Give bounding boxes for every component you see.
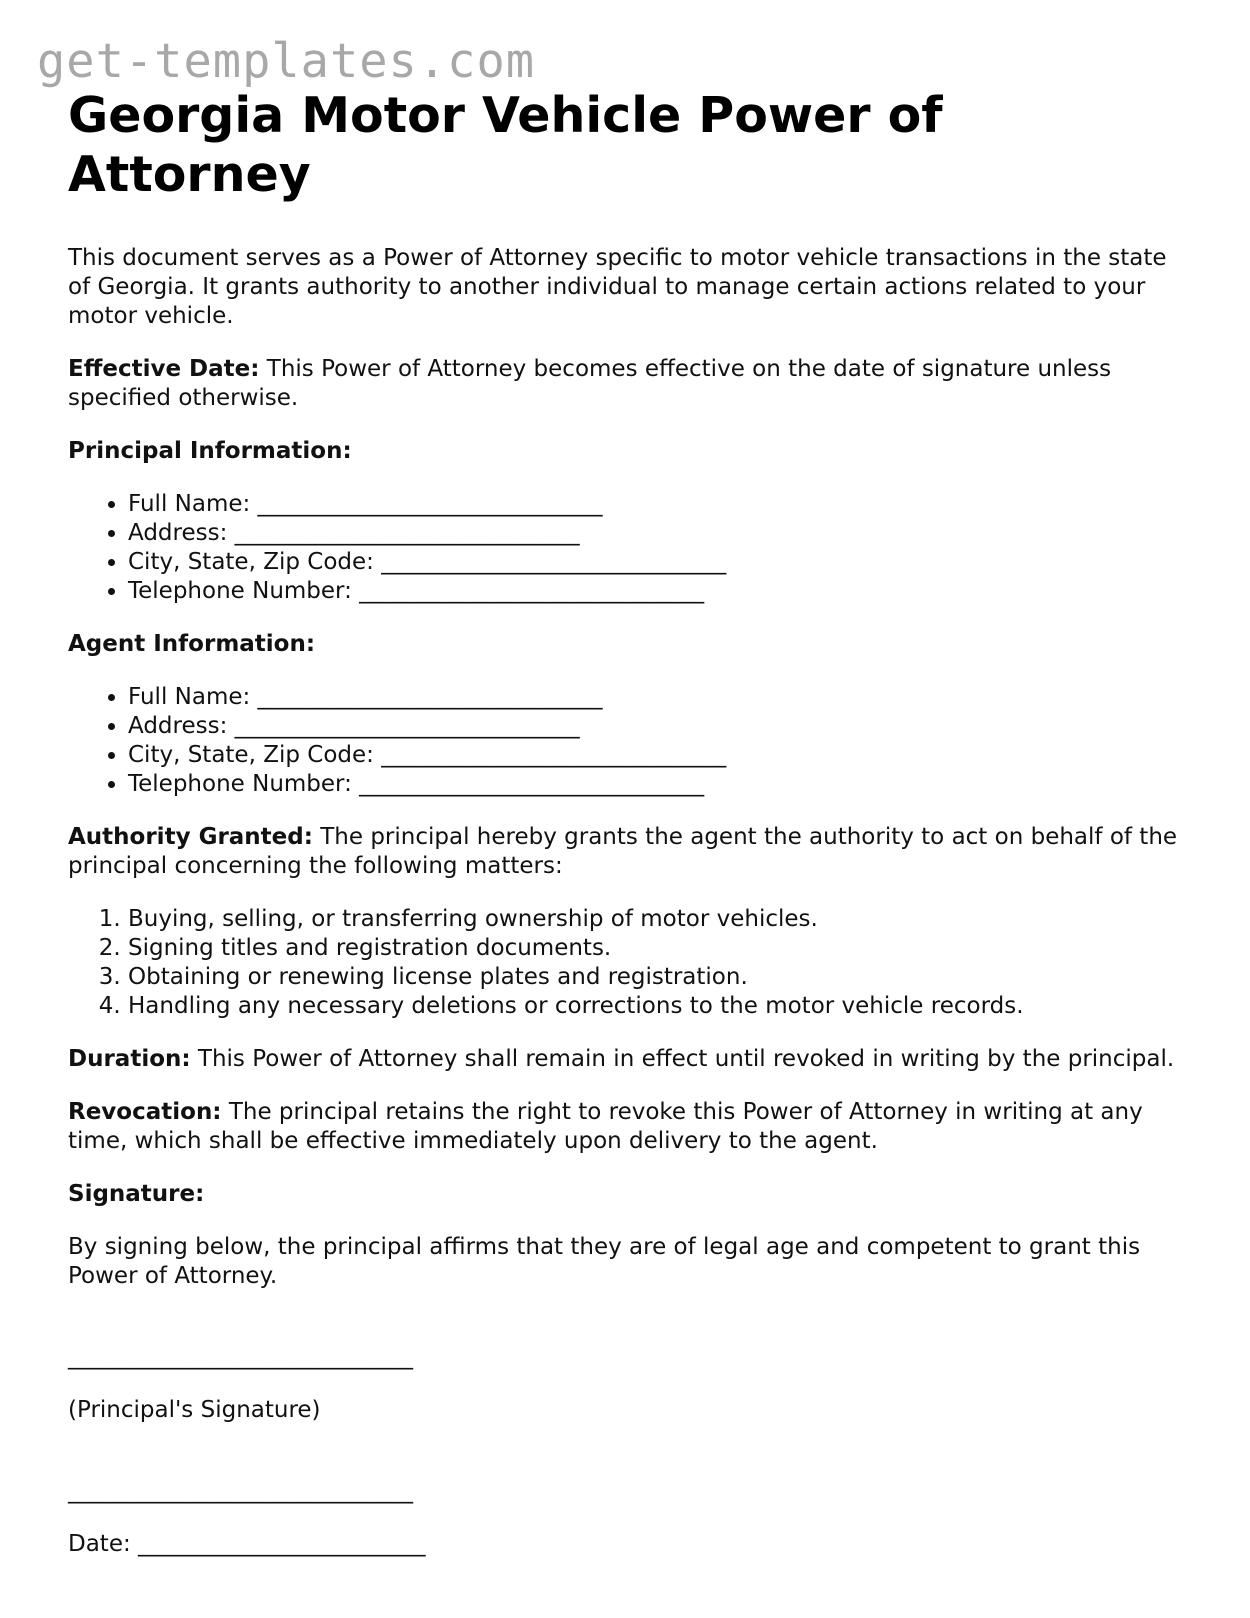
- signature-caption: (Principal's Signature): [68, 1397, 321, 1423]
- principal-full-name-field: • Full Name: ______________________________: [128, 490, 1188, 519]
- signature-line: ______________________________: [68, 1344, 413, 1370]
- revocation-paragraph: [68, 1098, 1188, 1156]
- authority-item: 1. Buying, selling, or transferring ownership of motor vehicles.: [128, 905, 1188, 934]
- signature-affirmation: By signing below, the principal affirms that they are of legal age and competent to grant this Power of Attorney.: [68, 1234, 1141, 1289]
- revocation-label: Revocation:: [68, 1099, 222, 1125]
- agent-full-name-field: • Full Name: ______________________________: [128, 683, 1188, 712]
- principal-info-list: [68, 490, 1188, 606]
- duration-text: This Power of Attorney shall remain in effect until revoked in writing by the principal.: [190, 1046, 1175, 1072]
- watermark-text: get-templates.com: [37, 34, 536, 89]
- authority-list: [68, 905, 1188, 1021]
- principal-city-state-zip-field: • City, State, Zip Code: ______________________________: [128, 548, 1188, 577]
- agent-telephone-field: • Telephone Number: ______________________________: [128, 770, 1188, 799]
- agent-info-heading: Agent Information:: [68, 631, 316, 657]
- document-page: [68, 86, 1188, 1559]
- agent-address-field: • Address: ______________________________: [128, 712, 1188, 741]
- agent-info-list: [68, 683, 1188, 799]
- second-signature-line: ______________________________: [68, 1478, 413, 1504]
- signature-heading: Signature:: [68, 1181, 205, 1207]
- authority-item: 2. Signing titles and registration documents.: [128, 934, 1188, 963]
- authority-text: The principal hereby grants the agent the authority to act on behalf of the principal concerning the following matters:: [68, 824, 1178, 879]
- principal-telephone-field: • Telephone Number: ______________________________: [128, 577, 1188, 606]
- revocation-text: The principal retains the right to revoke this Power of Attorney in writing at any time, which shall be effective immediately upon delivery to the agent.: [68, 1099, 1143, 1154]
- duration-paragraph: [68, 1045, 1188, 1074]
- duration-label: Duration:: [68, 1046, 191, 1072]
- principal-address-field: • Address: ______________________________: [128, 519, 1188, 548]
- agent-city-state-zip-field: • City, State, Zip Code: ______________________________: [128, 741, 1188, 770]
- principal-info-heading: Principal Information:: [68, 438, 352, 464]
- date-field: Date: _________________________: [68, 1531, 426, 1557]
- authority-item: 4. Handling any necessary deletions or corrections to the motor vehicle records.: [128, 992, 1188, 1021]
- authority-paragraph: [68, 823, 1188, 881]
- effective-date-paragraph: [68, 355, 1188, 413]
- authority-label: Authority Granted:: [68, 824, 313, 850]
- document-title: Georgia Motor Vehicle Power of Attorney: [68, 87, 943, 203]
- intro-paragraph: This document serves as a Power of Attorney specific to motor vehicle transactions in the state of Georgia. It grants authority to another individual to manage certain actions related to your motor vehicle.: [68, 245, 1167, 329]
- authority-item: 3. Obtaining or renewing license plates and registration.: [128, 963, 1188, 992]
- effective-date-label: Effective Date:: [68, 356, 260, 382]
- effective-date-text: This Power of Attorney becomes effective on the date of signature unless specified otherwise.: [68, 356, 1112, 411]
